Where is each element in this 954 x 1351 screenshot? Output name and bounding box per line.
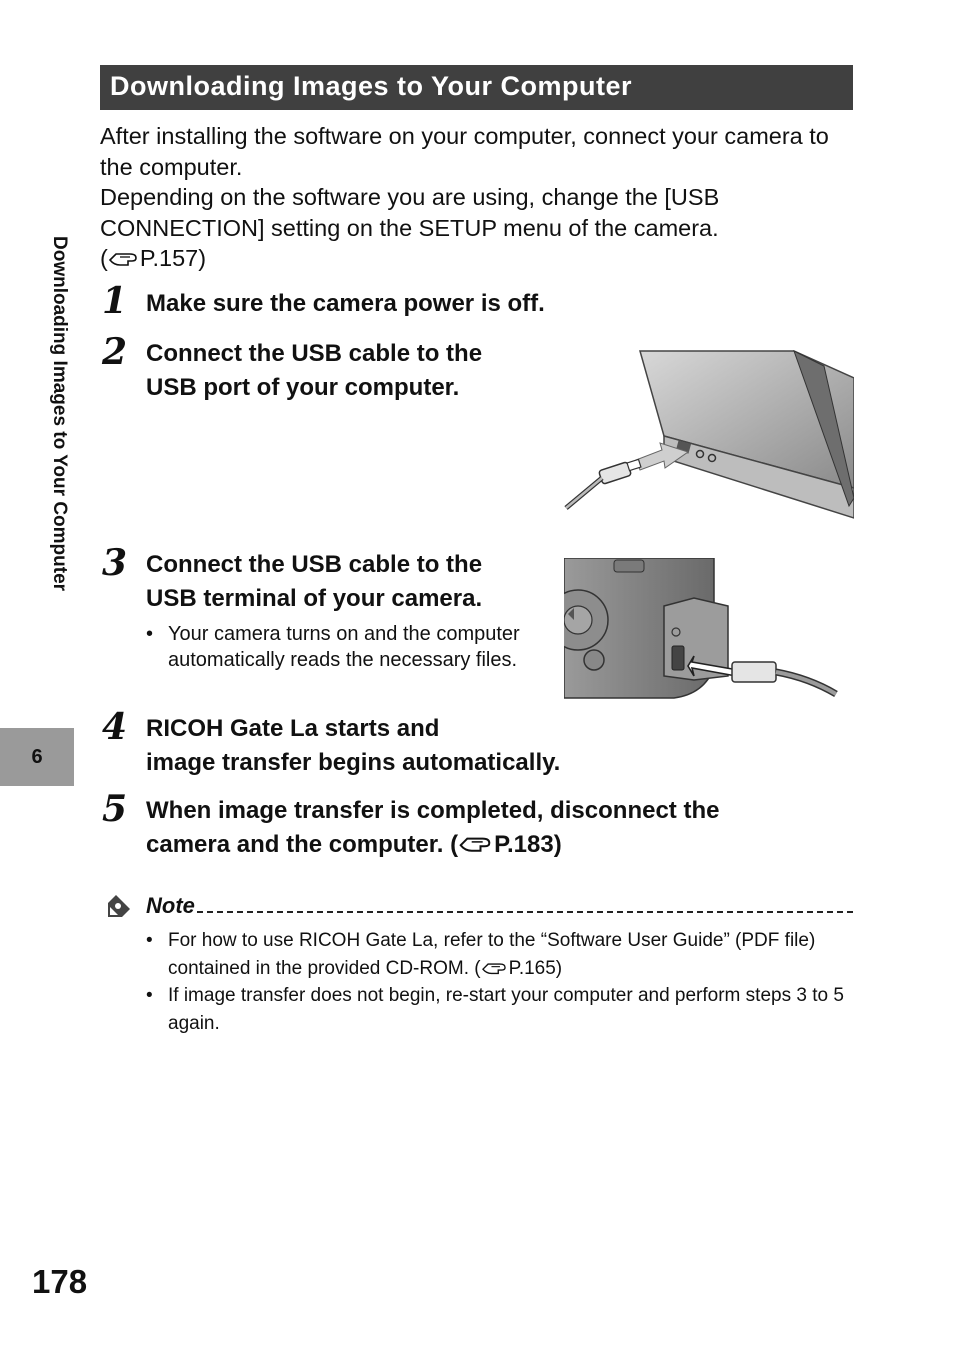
- step-2-text-line-2: USB port of your computer.: [146, 373, 460, 401]
- intro-ref-page: P.157): [139, 245, 207, 271]
- intro-paragraph-1: After installing the software on your computer, connect your camera to the computer.: [100, 123, 829, 180]
- intro-paragraph-2-text: Depending on the software you are using, change the [USB CONNECTION] setting on the SETUP menu of the camera.: [100, 184, 720, 241]
- note-divider: [197, 911, 853, 913]
- step-3-bullet-text: Your camera turns on and the computer automatically reads the necessary files.: [168, 623, 520, 671]
- section-header: [100, 65, 853, 110]
- note-list: [146, 927, 858, 1037]
- step-1-number: 1: [102, 280, 128, 322]
- chapter-tab: [0, 728, 74, 786]
- note-item-1: [146, 927, 858, 982]
- step-5-text-line-2-pre: camera and the computer. (: [146, 830, 459, 858]
- intro-paragraph-2: [100, 182, 860, 274]
- step-5-text-line-2: [146, 828, 719, 862]
- step-3-text-line-2: USB terminal of your camera.: [146, 584, 483, 612]
- note-label: Note: [146, 893, 195, 918]
- step-3-text-line-1: Connect the USB cable to the: [146, 551, 483, 578]
- page-reference-icon: [481, 959, 507, 976]
- page-number: 178: [32, 1263, 88, 1300]
- step-5-number: 5: [102, 788, 128, 830]
- page-reference-icon: [108, 248, 138, 268]
- section-title: Downloading Images to Your Computer: [110, 71, 633, 101]
- step-3-number: 3: [102, 542, 128, 584]
- step-4-text: [146, 712, 560, 779]
- step-5-text: [146, 794, 719, 861]
- chapter-number: 6: [31, 745, 43, 768]
- bullet-dot: •: [146, 623, 154, 645]
- step-3-text: [146, 548, 482, 615]
- note-item-2-text: If image transfer does not begin, re-start your computer and perform steps 3 to 5 again.: [168, 985, 844, 1034]
- step-2-number: 2: [102, 331, 128, 373]
- laptop-usb-illustration: [564, 348, 854, 528]
- intro-text: [100, 121, 860, 274]
- note-item-1-text: For how to use RICOH Gate La, refer to the “Software User Guide” (PDF file) contained in the provided CD-ROM. (: [168, 930, 816, 979]
- page-reference-icon: [458, 832, 492, 854]
- step-4-number: 4: [102, 706, 128, 748]
- step-5-text-line-1: When image transfer is completed, disconnect the: [146, 797, 720, 824]
- note-pencil-icon: [104, 893, 132, 921]
- bullet-dot: •: [146, 985, 153, 1006]
- step-2-text: [146, 337, 482, 404]
- step-4-text-line-2: image transfer begins automatically.: [146, 748, 561, 776]
- step-4-text-line-1: RICOH Gate La starts and: [146, 715, 440, 742]
- step-5-ref-page: P.183): [494, 830, 562, 858]
- intro-ref-open: (: [100, 245, 108, 271]
- side-tab-label: Downloading Images to Your Computer: [49, 236, 70, 592]
- camera-usb-illustration: [564, 558, 838, 704]
- step-2-text-line-1: Connect the USB cable to the: [146, 340, 483, 367]
- bullet-dot: •: [146, 930, 153, 951]
- note-item-2: [146, 982, 858, 1037]
- note-item-1-ref: P.165): [508, 957, 563, 979]
- step-1-text: Make sure the camera power is off.: [146, 290, 545, 317]
- step-3-bullet: [146, 621, 528, 673]
